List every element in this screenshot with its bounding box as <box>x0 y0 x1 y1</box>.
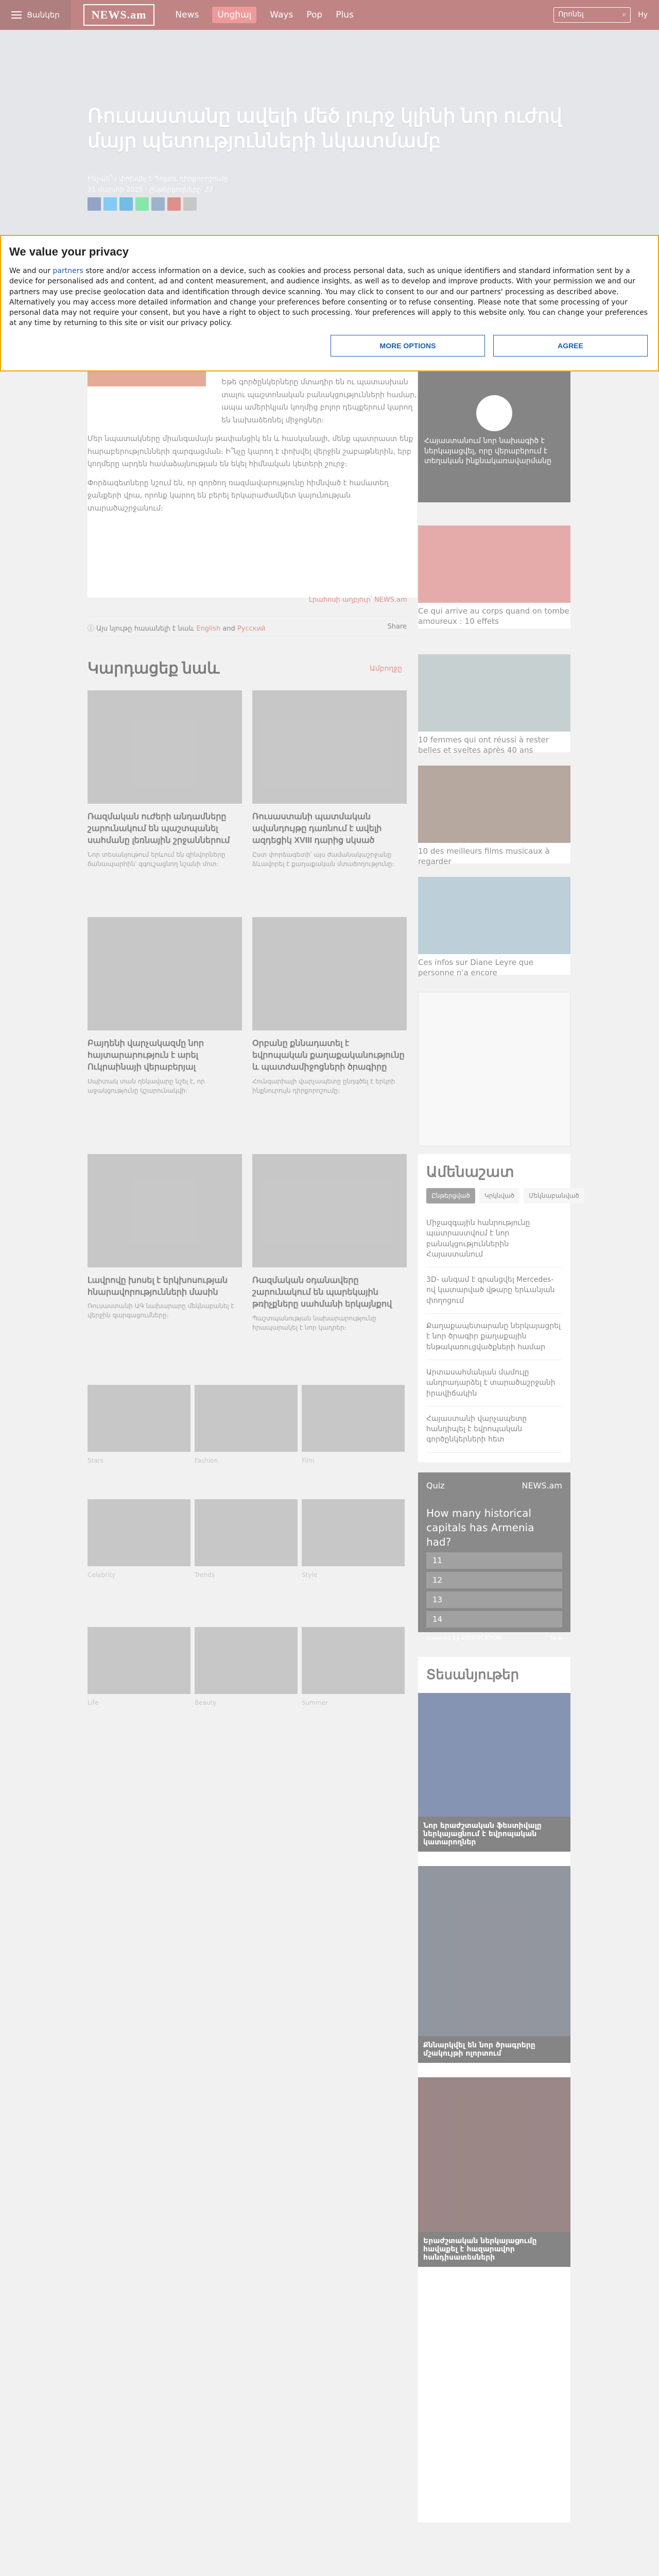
nav-item[interactable]: Pop <box>306 10 323 20</box>
related-all-link[interactable]: Ամբողջը <box>370 665 402 673</box>
quiz-widget: Quiz NEWS.am How many historical capitals has Armenia had? 11 12 13 14 powered by IDENTICATION Skip <box>418 1472 570 1632</box>
promo-thumb[interactable]: Film <box>302 1385 405 1452</box>
promo-card[interactable]: Ce qui arrive au corps quand on tombe amoureux : 10 effets <box>418 526 570 629</box>
quiz-label: Quiz <box>426 1481 445 1490</box>
search-icon: ⌕ <box>622 10 627 19</box>
section-title: Տեսանյութեր <box>426 1667 519 1682</box>
quiz-option[interactable]: 13 <box>426 1591 562 1608</box>
consent-dialog <box>0 235 659 371</box>
article-title: Ռուսաստանը ավելի մեծ լուրջ կլինի նոր ուժով մայր պետությունների նկատմամբ <box>88 106 562 152</box>
feed-item[interactable]: 3D- անգամ է գրանցվել Mercedes-ով կատարված վթարը երևանյան փողոցում <box>426 1267 562 1314</box>
promo-thumb[interactable]: Style <box>302 1499 405 1566</box>
tab-commented[interactable]: Մեկնաբանված <box>524 1188 584 1204</box>
related-title: Կարդացեք նաև <box>88 660 220 677</box>
related-card[interactable]: Ռազմական ուժերի անդամները շարունակում են պաշտպանել սահմանը լեռնային շրջաններում Նոր տեսանյութում երևում են զինվորները ճանապարհին՝ զգուշացնող նշանի մոտ։ <box>88 690 242 869</box>
share-link[interactable]: Share <box>387 623 407 631</box>
related-card[interactable]: Բայդենի վարչակազմը նոր հայտարարություն է արել Ուկրաինայի վերաբերյալ Սպիտակ տան ղեկավարը նշել է, որ աջակցությունը կշարունակվի։ <box>88 917 242 1095</box>
more-options-button[interactable]: MORE OPTIONS <box>331 335 485 357</box>
promo-thumb[interactable]: Life <box>88 1627 190 1694</box>
feed-item[interactable]: Արտասահմանյան մամուլը անդրադարձել է տարածաշրջանի իրավիճակին <box>426 1360 562 1406</box>
nav-item[interactable]: Plus <box>336 10 354 20</box>
quiz-option[interactable]: 12 <box>426 1572 562 1588</box>
nav-item[interactable]: News <box>175 10 199 20</box>
note-icon: ⓘ <box>88 625 95 633</box>
video-promo[interactable]: Հայաստանում նոր նախագիծ է ներկայացվել, որը վերաբերում է տեղական ինքնակառավարմանը <box>418 371 570 502</box>
related-card[interactable]: Լավրովը խոսել է երկխոսության հնարավորությունների մասին Ռուսաստանի ԱԳ նախարարը մեկնաբանել է վերջին զարգացումները։ <box>88 1154 242 1320</box>
promo-card[interactable]: 10 femmes qui ont réussi à rester belles et sveltes après 40 ans <box>418 654 570 752</box>
quiz-option[interactable]: 11 <box>426 1552 562 1569</box>
promo-thumb[interactable]: Summer <box>302 1627 405 1694</box>
related-card[interactable]: Ռուսաստանի պատմական ավանդույթը դառնում է ավելի ազդեցիկ XVIII դարից սկսած Ըստ փորձագետի՝ այս ժամանակաշրջանը ձևավորել է քաղաքական մտածողությունը։ <box>252 690 407 869</box>
promo-card[interactable]: 10 des meilleurs films musicaux à regarder <box>418 766 570 863</box>
consent-text: We and our partners store and/or access information on a device, such as cookies and process personal data, such as unique identifiers and standard information sent by a device for personalised ads and content, ad and content measurement, and audience insights, as well as to develop and improve products. With your permission we and our partners may use precise geolocation data and identification through device scanning. You may click to consent to our and our partners' processing as described above. Alternatively you may access more detailed information and change your preferences before consenting or to refuse consenting. Please note that some processing of your personal data may not require your consent, but you have a right to object to such processing. Your preferences will apply to this website only. You can change your preferences at any time by returning to this site or visit our privacy policy. <box>9 267 648 328</box>
video-section: Տեսանյութեր Նոր երաժշտական ֆեստիվալը ներկայացնում է եվրոպական կատարողներ Քննարկվել են նոր ծրագրերը մշակույթի ոլորտում Երաժշտական ներկայացումը հավաքել է հազարավոր հանդիսատեսների <box>418 1657 570 2522</box>
nav-item[interactable]: Ways <box>270 10 293 20</box>
feed-item[interactable]: Հայաստանի վարչապետը հանդիպել է եվրոպական գործընկերների հետ <box>426 1406 562 1453</box>
quiz-option[interactable]: 14 <box>426 1611 562 1628</box>
promo-thumb[interactable]: Beauty <box>195 1627 298 1694</box>
agree-button[interactable]: AGREE <box>493 335 648 357</box>
article-paragraph: Եթե գործընկերները մտադիր են ու պատասխան տալու պաշտոնական բանակցությունների համար, ապա ամերիկյան կողմից բոլոր դեպքերում կարող են նախաձեռնել միջոցներ։ <box>221 378 417 425</box>
tab-read[interactable]: Ընթերցված <box>426 1188 475 1204</box>
article-paragraph: Մեր նպատակները միանգամայն թափանցիկ են և հասկանալի, մենք պատրաստ ենք հարաբերությունների զարգացման։ Ի՞նչը կարող է փոխվել վերջին շաբաթներին, երբ կողմերը արդեն համաձայնության են եկել հիմնական կետերի շուրջ։ <box>88 435 413 468</box>
menu-label: Ցանկեր <box>27 10 60 20</box>
feed-title: Ամենաշատ <box>426 1164 514 1180</box>
promo-thumb[interactable]: Celebrity <box>88 1499 190 1566</box>
language-note: ⓘ Այս նյութը հասանելի է նաև English and Русский Share <box>88 616 407 637</box>
search-input[interactable]: Որոնել ⌕ <box>553 7 631 23</box>
related-card[interactable]: Ռազմական օդանավերը շարունակում են պարեկային թռիչքները սահմանի երկայնքով Պաշտպանության նախարարությունը հրապարակել է նոր կադրեր։ <box>252 1154 407 1332</box>
promo-card[interactable]: Ces infos sur Diane Leyre que personne n'a encore <box>418 877 570 975</box>
promo-thumb[interactable]: Trends <box>195 1499 298 1566</box>
partners-link[interactable]: partners <box>53 267 83 275</box>
promo-thumb[interactable]: Stars <box>88 1385 190 1452</box>
nav-item[interactable]: Սոցիալ <box>212 7 256 23</box>
related-card[interactable]: Օրբանը քննադատել է եվրոպական քաղաքականությունը և պատժամիջոցների ծրագիրը Հունգարիայի վարչապետը ընդգծել է երկրի ինքնուրույն դիրքորոշումը։ <box>252 917 407 1095</box>
feed-item[interactable]: Քաղաքապետարանը ներկայացրել է նոր ծրագիր քաղաքային ենթակառուցվածքների համար <box>426 1314 562 1360</box>
english-link[interactable]: English <box>196 625 221 633</box>
skip-button[interactable]: Skip <box>550 1635 562 1641</box>
tab-repeat[interactable]: Կրկնված <box>479 1188 519 1204</box>
article-source[interactable]: Լրահոսի աղբյուր՝ NEWS.am <box>309 596 407 604</box>
article-paragraph: Փորձագետները նշում են, որ գործող ռազմավարությունը հիմնված է համատեղ ջանքերի վրա, որոնք կարող են բերել երկարաժամկետ կայունության տարածաշրջանում։ <box>88 479 389 513</box>
quiz-logo: NEWS.am <box>522 1481 562 1490</box>
article-meta: Ինչպե՞ս փոխվել է Պոլսու դիրքորոշումը 31 մարտի 2025 · ընթերցողները՝ 27 <box>88 175 228 194</box>
feed-item[interactable]: Միջազգային հանրությունը պատրաստվում է նոր բանակցություններին Հայաստանում <box>426 1211 562 1267</box>
site-logo[interactable]: NEWS.am <box>83 4 155 26</box>
language-switch[interactable]: Hy <box>638 11 648 19</box>
russian-link[interactable]: Русский <box>237 625 266 633</box>
consent-title: We value your privacy <box>9 245 129 258</box>
quiz-question: How many historical capitals has Armenia had? <box>426 1507 534 1548</box>
promo-thumb[interactable]: Fashion <box>195 1385 298 1452</box>
